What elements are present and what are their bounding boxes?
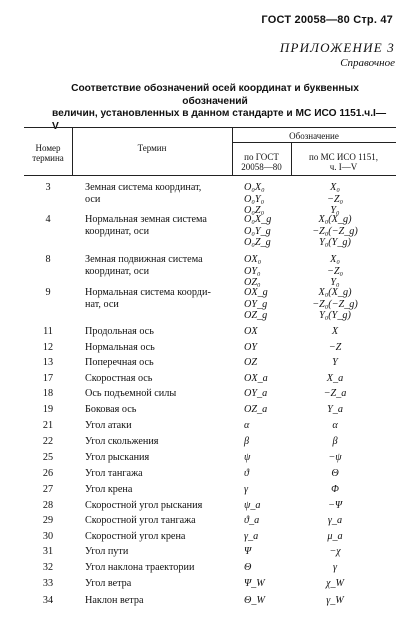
gost-designation-line: OZ_g <box>244 310 268 322</box>
iso-designation <box>300 531 370 543</box>
gost-designation <box>244 531 288 543</box>
gost-designation <box>244 420 288 432</box>
gost-designation <box>244 404 288 416</box>
gost-designation-line: α <box>244 420 250 431</box>
header-iso <box>291 152 396 172</box>
term-number: 27 <box>42 484 54 495</box>
iso-designation <box>300 484 370 496</box>
gost-designation-line: ϑ_a <box>244 515 260 526</box>
header-number-line-1: Номер <box>35 143 61 153</box>
iso-designation-line: −Z₀ <box>326 193 344 205</box>
term-name-line: Угол пути <box>85 546 129 557</box>
gost-designation-line: O₀Y₀ <box>244 193 265 205</box>
term-number: 4 <box>45 214 51 225</box>
term-name-line: Нормальная система коорди- <box>85 287 211 298</box>
gost-designation <box>244 287 288 322</box>
table-title-line-1: Соответствие обозначений осей координат и буквенных обозначений <box>71 83 359 107</box>
gost-designation <box>244 546 288 558</box>
term-name-line: оси <box>85 193 101 205</box>
term-name <box>85 326 232 338</box>
header-gost-line-1: по ГОСТ <box>244 152 279 162</box>
term-name-line: Нормальная ось <box>85 342 155 353</box>
appendix-number: ПРИЛОЖЕНИЕ 3 <box>279 40 395 55</box>
term-name-line: Скоростной угол крена <box>85 531 186 542</box>
term-number: 19 <box>42 404 54 415</box>
gost-designation-line: OX₀ <box>244 254 262 265</box>
term-number: 18 <box>42 388 54 399</box>
gost-designation <box>244 436 288 448</box>
term-name-line: Нормальная земная система <box>85 214 207 225</box>
term-name-line: Скоростной угол рыскания <box>85 500 203 511</box>
term-name-line: Земная система координат, <box>85 182 202 193</box>
gost-designation-line: OX <box>244 326 258 337</box>
term-name-line: Угол наклона траектории <box>85 562 195 573</box>
iso-designation-line: X <box>331 326 339 337</box>
gost-designation-line: OX_g <box>244 287 268 298</box>
term-name <box>85 214 232 237</box>
term-name-line: Угол тангажа <box>85 468 143 479</box>
iso-designation-line: χ_W <box>325 578 345 589</box>
term-name <box>85 373 232 385</box>
gost-designation-line: Θ_W <box>244 595 265 606</box>
gost-designation <box>244 562 288 574</box>
iso-designation <box>300 515 370 527</box>
term-number: 25 <box>42 452 54 463</box>
term-name-line: Угол ветра <box>85 578 132 589</box>
iso-designation-line: X₀ <box>330 182 340 193</box>
header-designation: Обозначение <box>289 131 339 141</box>
iso-designation <box>300 182 370 217</box>
gost-designation-line: OX_a <box>244 373 268 384</box>
term-number: 12 <box>42 342 54 353</box>
term-name <box>85 342 232 354</box>
term-number: 17 <box>42 373 54 384</box>
iso-designation-line: −Z₀(−Z_g) <box>312 298 358 310</box>
gost-designation-line: OY_a <box>244 388 268 399</box>
iso-designation-line: γ_W <box>326 595 344 606</box>
gost-designation <box>244 182 288 217</box>
iso-designation-line: X₀ <box>330 254 340 265</box>
gost-designation-line: O₀Z₀ <box>244 205 265 217</box>
term-number: 31 <box>42 546 54 557</box>
iso-designation-line: Y₀(Y_g) <box>319 237 351 249</box>
iso-designation <box>300 546 370 558</box>
running-head: ГОСТ 20058—80 Стр. 47 <box>261 14 393 26</box>
iso-designation-line: X₀(X_g) <box>318 287 352 298</box>
gost-designation-line: β <box>244 436 250 447</box>
iso-designation <box>300 357 370 369</box>
term-name <box>85 468 232 480</box>
term-name-line: Земная подвижная система <box>85 254 203 265</box>
gost-designation <box>244 357 288 369</box>
iso-designation-line: −Z <box>328 342 342 353</box>
header-term: Термин <box>137 143 167 153</box>
term-number: 32 <box>42 562 54 573</box>
iso-designation <box>300 436 370 448</box>
iso-designation-line: −Z_a <box>323 388 347 399</box>
iso-designation-line: Θ <box>331 468 339 479</box>
term-number: 13 <box>42 357 54 368</box>
iso-designation <box>300 287 370 322</box>
term-name <box>85 578 232 590</box>
header-number-line-2: термина <box>32 153 64 163</box>
gost-designation <box>244 515 288 527</box>
iso-designation-line: γ <box>332 562 337 573</box>
iso-designation <box>300 595 370 607</box>
iso-designation-line: α <box>332 420 338 431</box>
header-number <box>24 143 72 163</box>
term-name <box>85 562 232 574</box>
term-name-line: координат, оси <box>85 265 150 277</box>
gost-designation <box>244 326 288 338</box>
term-name <box>85 531 232 543</box>
term-name-line: Ось подъемной силы <box>85 388 177 399</box>
gost-designation-line: OZ₀ <box>244 277 261 289</box>
term-number: 8 <box>45 254 51 265</box>
term-number: 3 <box>45 182 51 193</box>
term-name <box>85 484 232 496</box>
iso-designation <box>300 342 370 354</box>
gost-designation <box>244 388 288 400</box>
iso-designation <box>300 500 370 512</box>
iso-designation-line: β <box>332 436 338 447</box>
iso-designation-line: Y_a <box>327 404 343 415</box>
term-name <box>85 182 232 205</box>
gost-designation-line: O₀X₀ <box>244 182 265 193</box>
table-title <box>40 83 390 133</box>
gost-designation <box>244 254 288 289</box>
iso-designation <box>300 404 370 416</box>
term-name <box>85 254 232 277</box>
term-number: 21 <box>42 420 54 431</box>
gost-designation-line: γ_a <box>244 531 259 542</box>
term-name-line: Угол рыскания <box>85 452 150 463</box>
term-name <box>85 388 232 400</box>
term-name-line: Боковая ось <box>85 404 137 415</box>
gost-designation <box>244 342 288 354</box>
term-number: 30 <box>42 531 54 542</box>
iso-designation-line: Y₀ <box>330 205 340 217</box>
gost-designation-line: Ψ <box>244 546 252 557</box>
gost-designation <box>244 595 288 607</box>
gost-designation-line: OZ <box>244 357 258 368</box>
iso-designation-line: Y₀ <box>330 277 340 289</box>
term-name <box>85 546 232 558</box>
term-number: 26 <box>42 468 54 479</box>
gost-designation-line: O₀X_g <box>244 214 272 225</box>
iso-designation <box>300 388 370 400</box>
gost-designation-line: Θ <box>244 562 252 573</box>
iso-designation-line: −χ <box>329 546 341 557</box>
gost-designation <box>244 578 288 590</box>
term-name <box>85 452 232 464</box>
iso-designation-line: −Z₀(−Z_g) <box>312 225 358 237</box>
term-number: 22 <box>42 436 54 447</box>
term-name-line: Угол скольжения <box>85 436 159 447</box>
term-name <box>85 436 232 448</box>
iso-designation-line: Y <box>332 357 338 368</box>
term-number: 11 <box>43 326 53 337</box>
term-name <box>85 404 232 416</box>
iso-designation-line: Φ <box>331 484 339 495</box>
term-name-line: Скоростная ось <box>85 373 153 384</box>
designation-rule <box>232 142 396 143</box>
term-name-line: Скоростной угол тангажа <box>85 515 196 526</box>
term-name-line: Угол крена <box>85 484 133 495</box>
term-name-line: Угол атаки <box>85 420 132 431</box>
appendix-type: Справочное <box>340 57 395 69</box>
iso-designation-line: γ_a <box>327 515 343 526</box>
header-iso-line-1: по МС ИСО 1151, <box>309 152 378 162</box>
iso-designation <box>300 452 370 464</box>
term-name <box>85 515 232 527</box>
term-name <box>85 595 232 607</box>
iso-designation-line: X₀(X_g) <box>318 214 352 225</box>
term-name <box>85 287 232 310</box>
term-name-line: нат, оси <box>85 298 119 310</box>
iso-designation-line: −Ψ <box>327 500 343 511</box>
gost-designation-line: O₀Y_g <box>244 225 271 237</box>
term-name <box>85 420 232 432</box>
gost-designation-line: OY₀ <box>244 265 261 277</box>
term-number: 34 <box>42 595 54 606</box>
gost-designation <box>244 373 288 385</box>
iso-designation-line: −Z₀ <box>326 265 344 277</box>
term-name <box>85 357 232 369</box>
header-gost <box>232 152 291 172</box>
iso-designation-line: μ_a <box>327 531 343 542</box>
gost-designation <box>244 500 288 512</box>
term-name-line: координат, оси <box>85 225 150 237</box>
table-title-line-2: величин, установленных в данном стандарте и МС ИСО 1151.ч.I—V <box>52 108 387 132</box>
iso-designation <box>300 373 370 385</box>
iso-designation-line: X_a <box>326 373 344 384</box>
gost-designation-line: O₀Z_g <box>244 237 271 249</box>
gost-designation-line: ϑ <box>244 468 249 479</box>
iso-designation <box>300 562 370 574</box>
gost-designation-line: OY <box>244 342 258 353</box>
gost-designation-line: OZ_a <box>244 404 268 415</box>
term-number: 29 <box>42 515 54 526</box>
iso-designation <box>300 326 370 338</box>
gost-designation-line: ψ <box>244 452 251 463</box>
term-name <box>85 500 232 512</box>
header-iso-line-2: ч. I—V <box>329 162 358 172</box>
term-number: 33 <box>42 578 54 589</box>
iso-designation <box>300 468 370 480</box>
gost-designation-line: OY_g <box>244 298 268 310</box>
iso-designation-line: −ψ <box>328 452 342 463</box>
term-name-line: Продольная ось <box>85 326 154 337</box>
term-number: 28 <box>42 500 54 511</box>
term-name-line: Поперечная ось <box>85 357 154 368</box>
header-bottom-rule <box>24 175 396 176</box>
term-name-line: Наклон ветра <box>85 595 144 606</box>
gost-designation <box>244 214 288 249</box>
iso-designation <box>300 214 370 249</box>
gost-designation-line: γ <box>244 484 249 495</box>
gost-designation <box>244 452 288 464</box>
gost-designation <box>244 484 288 496</box>
gost-designation-line: ψ_a <box>244 500 261 511</box>
iso-designation <box>300 254 370 289</box>
gost-designation-line: Ψ_W <box>244 578 265 589</box>
iso-designation <box>300 578 370 590</box>
term-number: 9 <box>45 287 51 298</box>
appendix-block <box>280 40 395 69</box>
gost-designation <box>244 468 288 480</box>
header-gost-line-2: 20058—80 <box>241 162 282 172</box>
iso-designation <box>300 420 370 432</box>
iso-designation-line: Y₀(Y_g) <box>319 310 351 322</box>
